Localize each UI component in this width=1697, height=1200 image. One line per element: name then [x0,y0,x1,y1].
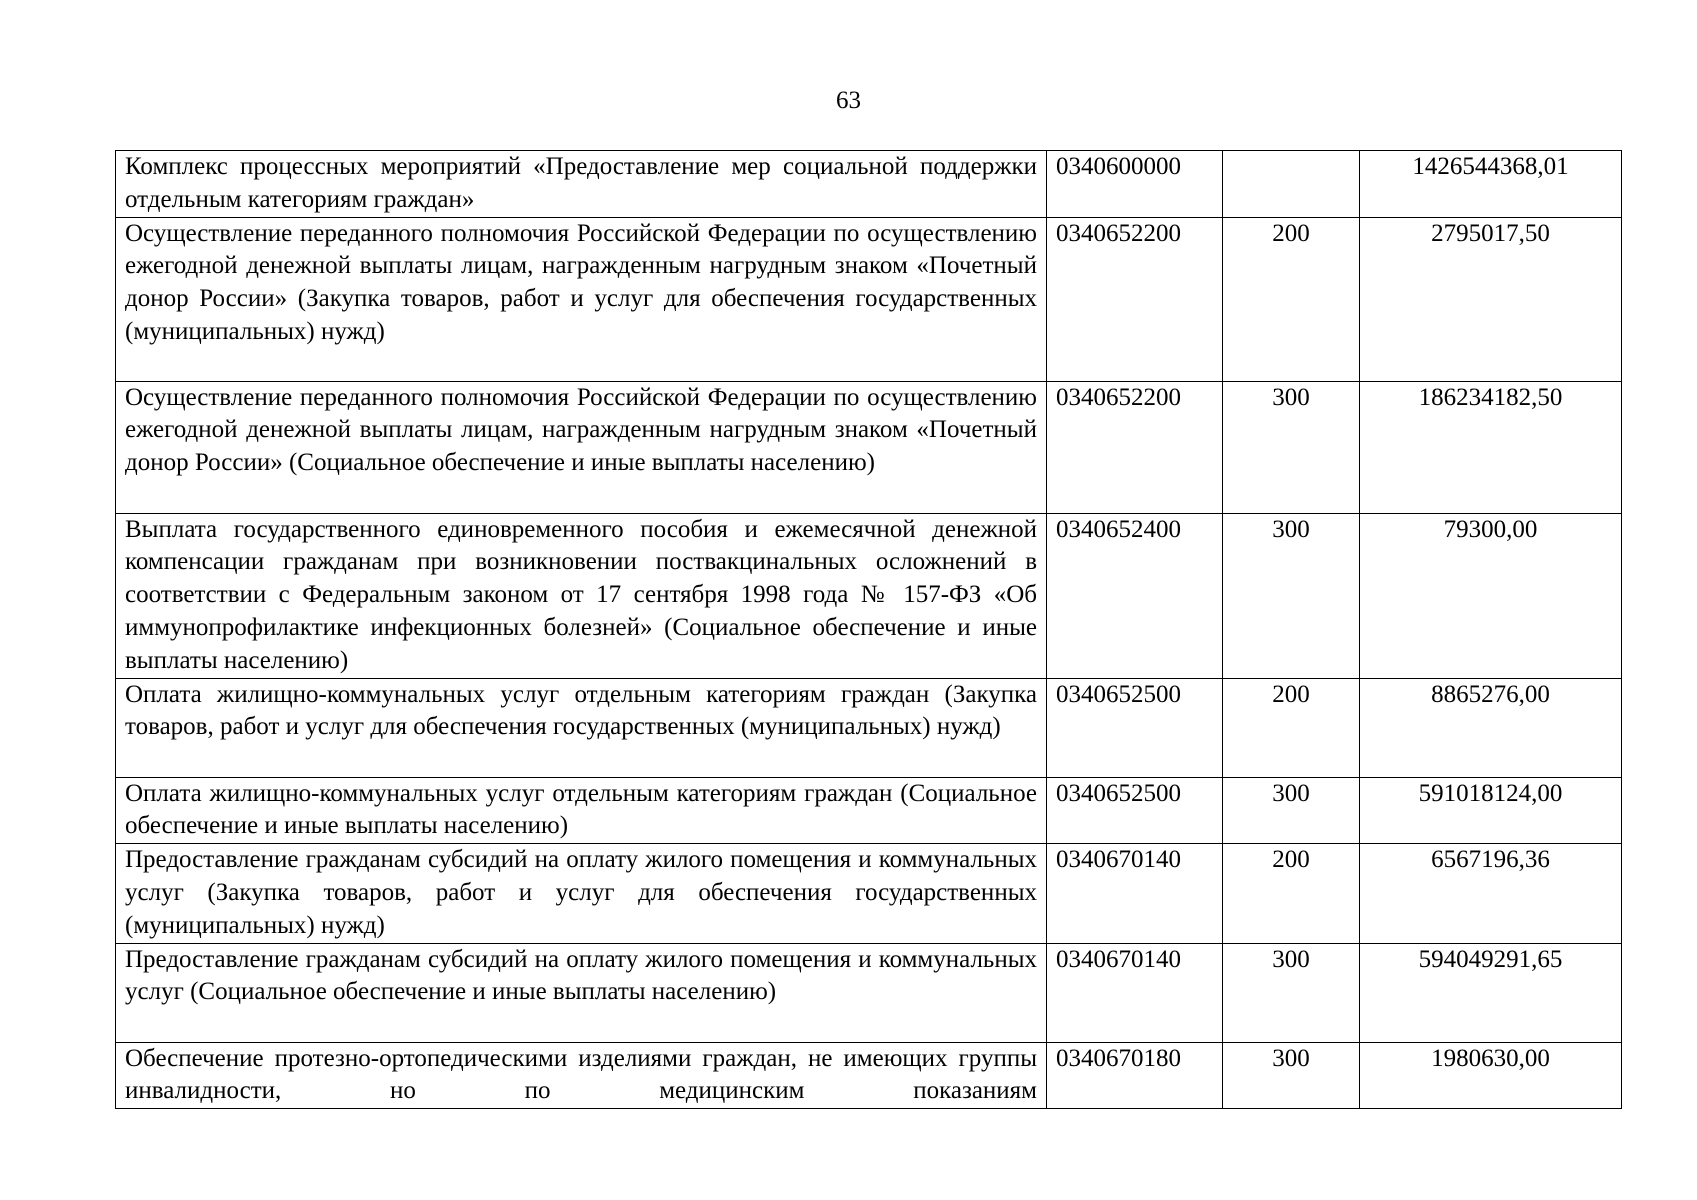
row-expense-type: 300 [1223,943,1360,1042]
row-expense-type: 300 [1223,513,1360,678]
table-row [116,844,1622,943]
row-amount: 2795017,50 [1360,217,1622,381]
table-row [116,513,1622,678]
row-name: Комплекс процессных мероприятий «Предоставление мер социальной поддержки отдельным категориям граждан» [116,151,1047,218]
row-expense-type: 300 [1223,777,1360,844]
row-amount: 186234182,50 [1360,381,1622,513]
row-amount: 594049291,65 [1360,943,1622,1042]
row-expense-type: 200 [1223,844,1360,943]
row-expense-type: 300 [1223,381,1360,513]
row-amount: 6567196,36 [1360,844,1622,943]
row-csr-code: 0340652500 [1047,678,1223,777]
budget-table [115,150,1622,1109]
row-expense-type: 300 [1223,1042,1360,1109]
row-amount: 1426544368,01 [1360,151,1622,218]
table-row [116,678,1622,777]
row-amount: 79300,00 [1360,513,1622,678]
table-row [116,217,1622,381]
row-csr-code: 0340670140 [1047,844,1223,943]
row-csr-code: 0340670140 [1047,943,1223,1042]
row-csr-code: 0340670180 [1047,1042,1223,1109]
row-name: Осуществление переданного полномочия Российской Федерации по осуществлению ежегодной денежной выплаты лицам, награжденным нагрудным знаком «Почетный донор России» (Социальное обеспечение и иные выплаты населению) [116,381,1047,513]
row-amount: 591018124,00 [1360,777,1622,844]
row-csr-code: 0340652500 [1047,777,1223,844]
row-csr-code: 0340652200 [1047,381,1223,513]
row-name: Предоставление гражданам субсидий на оплату жилого помещения и коммунальных услуг (Закупка товаров, работ и услуг для обеспечения государственных (муниципальных) нужд) [116,844,1047,943]
row-name: Выплата государственного единовременного пособия и ежемесячной денежной компенсации гражданам при возникновении поствакцинальных осложнений в соответствии с Федеральным законом от 17 сентября 1998 года № 157-ФЗ «Об иммунопрофилактике инфекционных болезней» (Социальное обеспечение и иные выплаты населению) [116,513,1047,678]
row-amount: 8865276,00 [1360,678,1622,777]
table-row [116,943,1622,1042]
row-csr-code: 0340652400 [1047,513,1223,678]
row-expense-type: 200 [1223,217,1360,381]
table-row [116,1042,1622,1109]
row-csr-code: 0340652200 [1047,217,1223,381]
row-name: Осуществление переданного полномочия Российской Федерации по осуществлению ежегодной денежной выплаты лицам, награжденным нагрудным знаком «Почетный донор России» (Закупка товаров, работ и услуг для обеспечения государственных (муниципальных) нужд) [116,217,1047,381]
row-amount: 1980630,00 [1360,1042,1622,1109]
table-row [116,777,1622,844]
page-number: 63 [836,87,861,114]
row-expense-type: 200 [1223,678,1360,777]
row-name: Оплата жилищно-коммунальных услуг отдельным категориям граждан (Закупка товаров, работ и услуг для обеспечения государственных (муниципальных) нужд) [116,678,1047,777]
table-row [116,381,1622,513]
row-expense-type [1223,151,1360,218]
row-name: Предоставление гражданам субсидий на оплату жилого помещения и коммунальных услуг (Социальное обеспечение и иные выплаты населению) [116,943,1047,1042]
table-row [116,151,1622,218]
row-name: Оплата жилищно-коммунальных услуг отдельным категориям граждан (Социальное обеспечение и иные выплаты населению) [116,777,1047,844]
row-name: Обеспечение протезно-ортопедическими изделиями граждан, не имеющих группы инвалидности, но по медицинским показаниям [116,1042,1047,1109]
row-csr-code: 0340600000 [1047,151,1223,218]
